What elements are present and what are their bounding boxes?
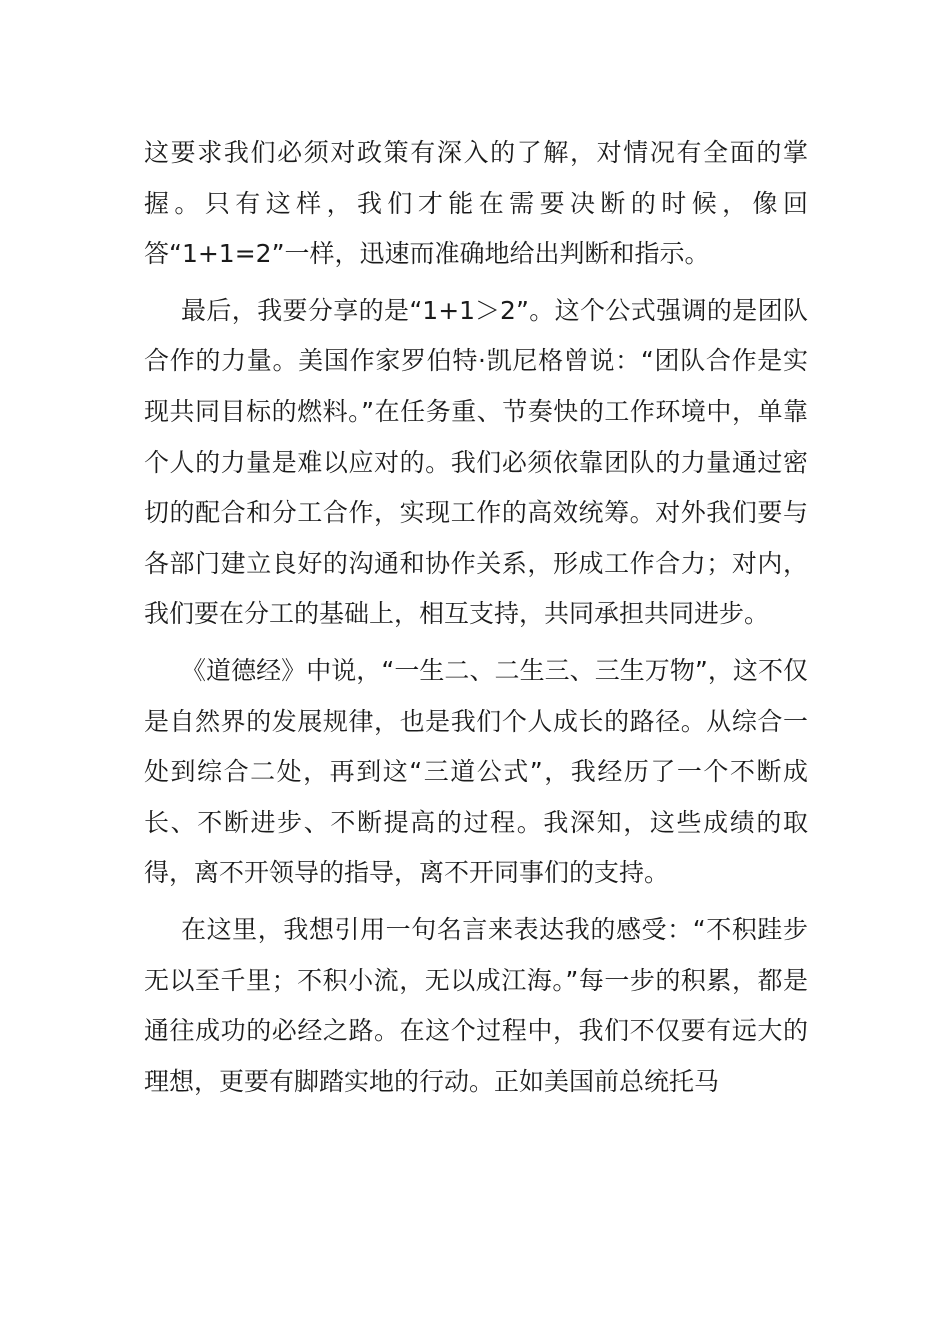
paragraph-4: 在这里，我想引用一句名言来表达我的感受：“不积跬步无以至千里；不积小流，无以成江海。”每一步的积累，都是通往成功的必经之路。在这个过程中，我们不仅要有远大的理想，更要有脚踏实地的行动。正如美国前总统托马 bbox=[144, 914, 808, 1096]
paragraph-2: 最后，我要分享的是“1+1＞2”。这个公式强调的是团队合作的力量。美国作家罗伯特·凯尼格曾说：“团队合作是实现共同目标的燃料。”在任务重、节奏快的工作环境中，单靠个人的力量是难以应对的。我们必须依靠团队的力量通过密切的配合和分工合作，实现工作的高效统筹。对外我们要与各部门建立良好的沟通和协作关系，形成工作合力；对内，我们要在分工的基础上，相互支持，共同承担共同进步。 bbox=[144, 295, 808, 629]
paragraph-3: 《道德经》中说，“一生二、二生三、三生万物”，这不仅是自然界的发展规律，也是我们个人成长的路径。从综合一处到综合二处，再到这“三道公式”，我经历了一个不断成长、不断进步、不断提高的过程。我深知，这些成绩的取得，离不开领导的指导，离不开同事们的支持。 bbox=[144, 655, 808, 888]
paragraph-1: 这要求我们必须对政策有深入的了解，对情况有全面的掌握。只有这样，我们才能在需要决断的时候，像回答“1+1=2”一样，迅速而准确地给出判断和指示。 bbox=[144, 138, 808, 269]
document-body bbox=[144, 128, 808, 1113]
